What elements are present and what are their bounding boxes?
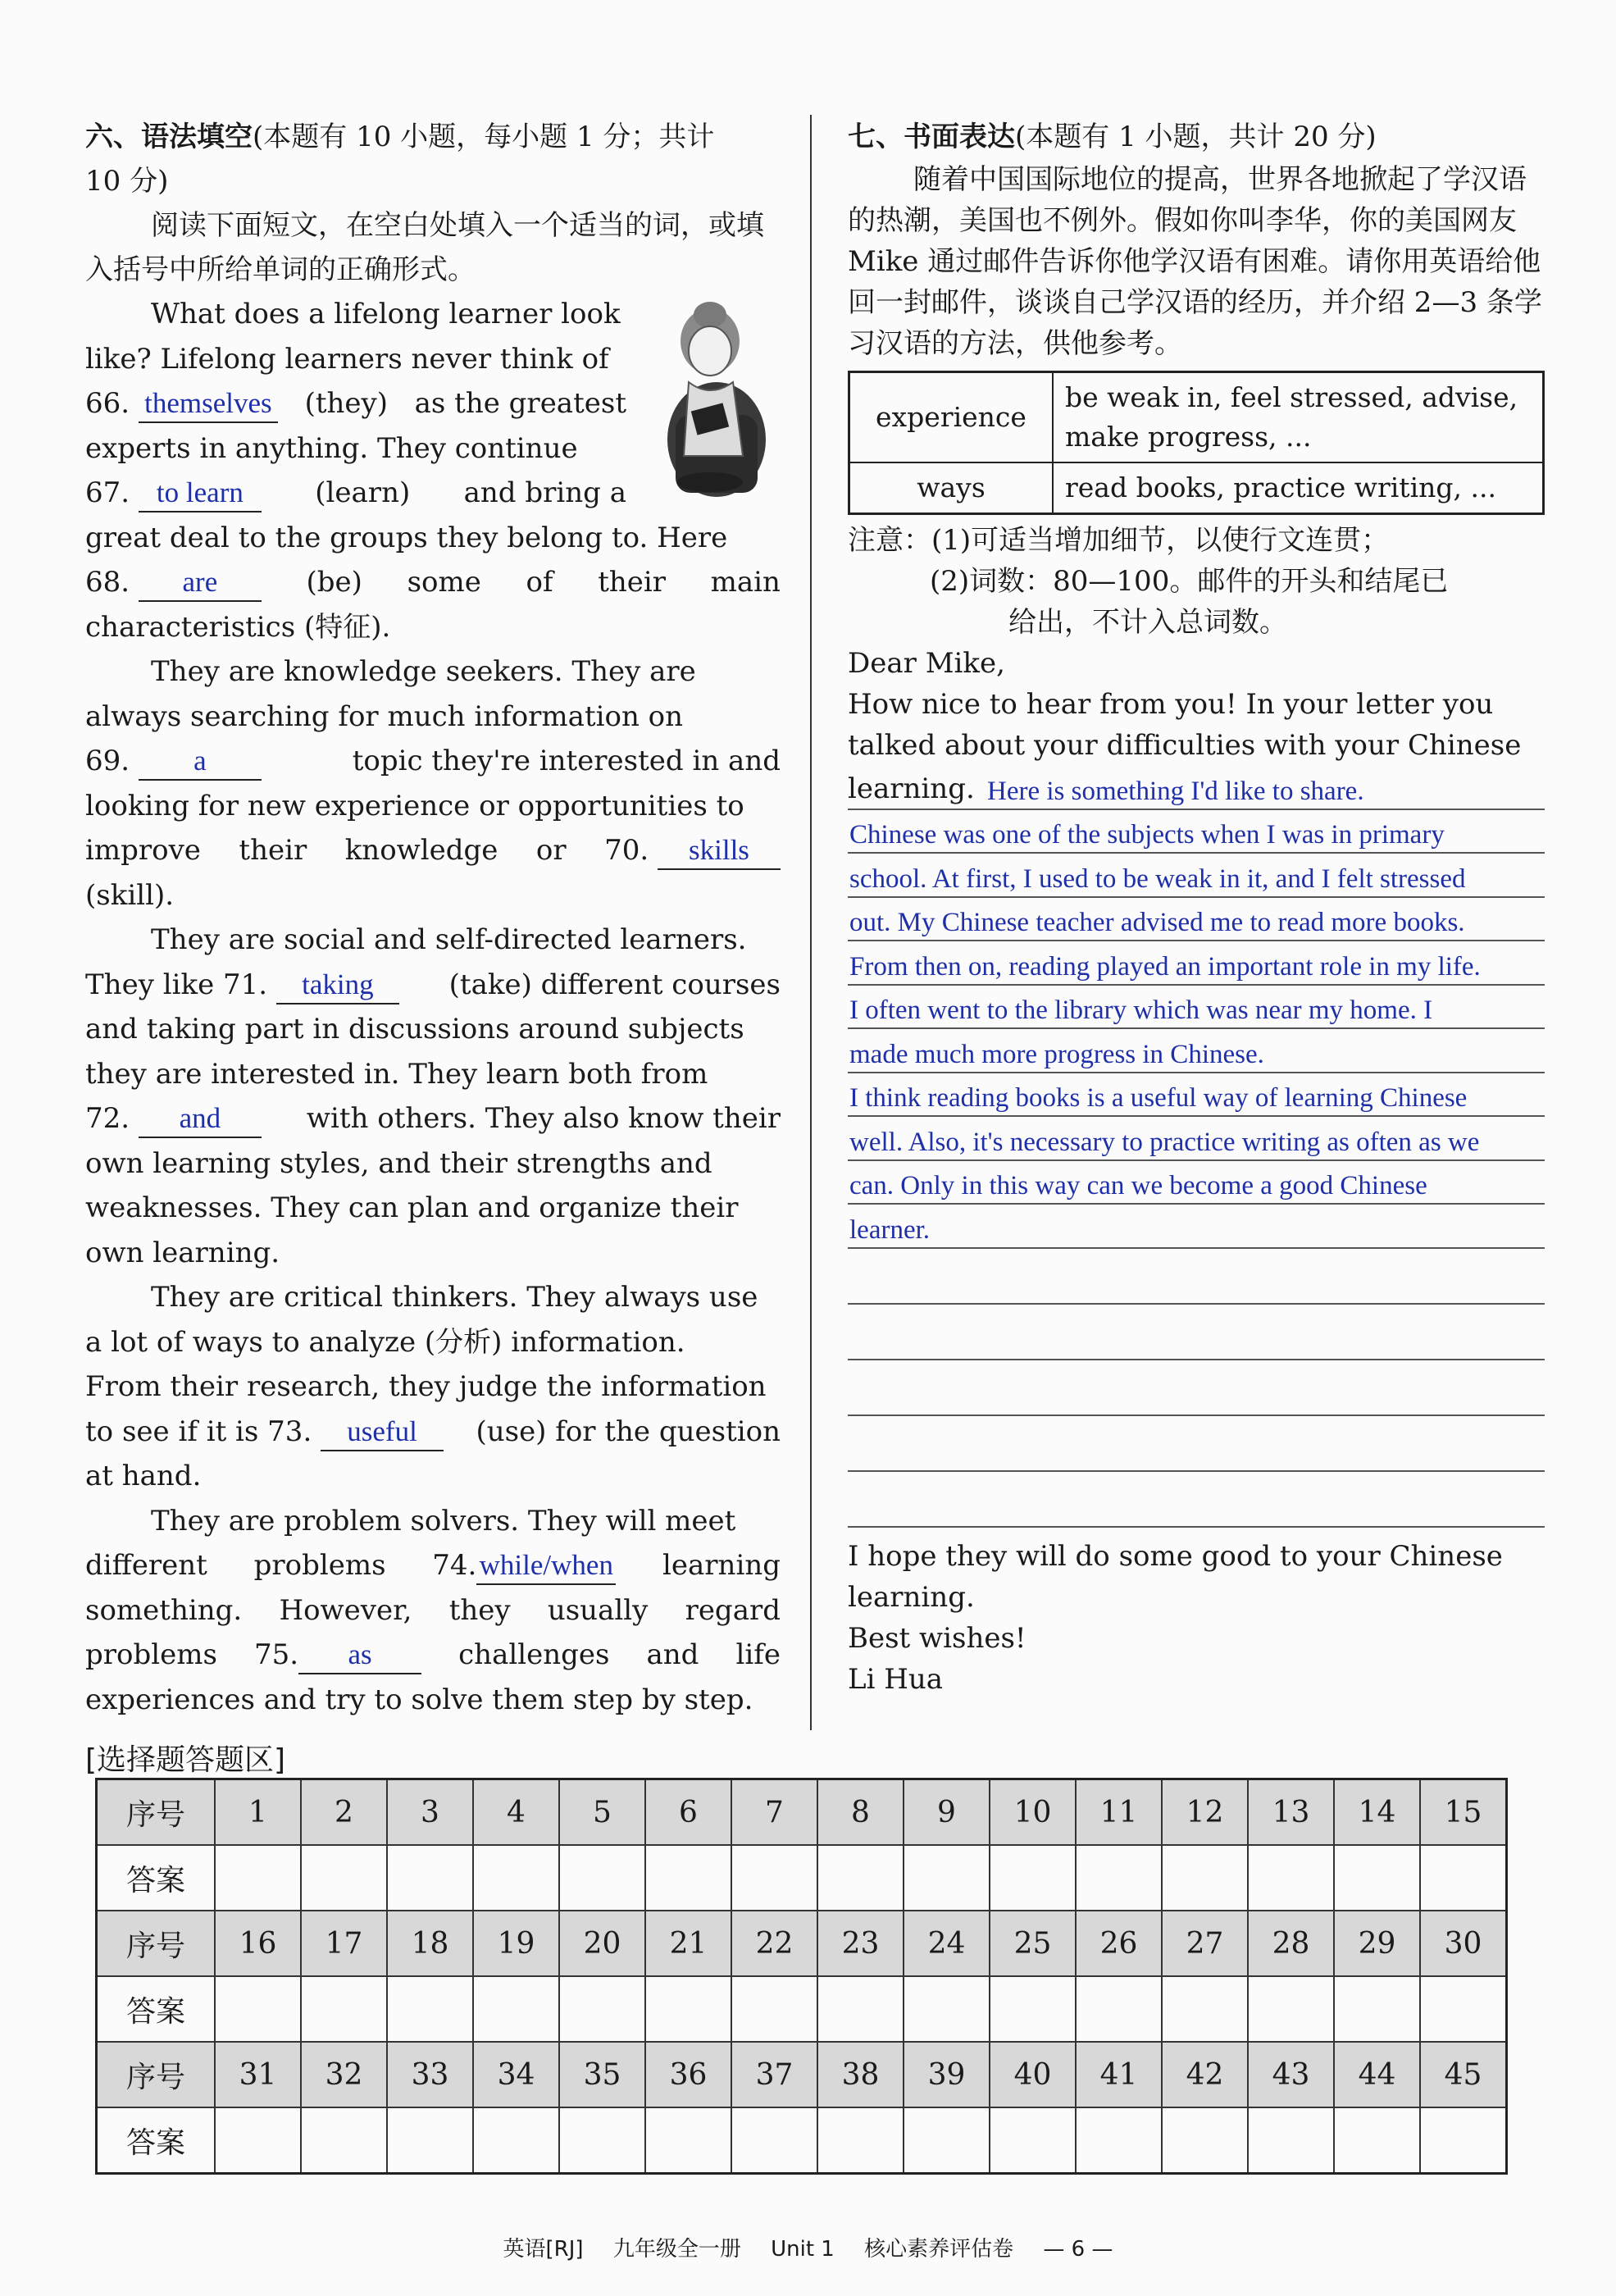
reference-row: [849, 372, 1544, 463]
answer-cell[interactable]: [1334, 2107, 1420, 2174]
grammar-title-main: 六、语法填空: [85, 121, 253, 153]
text: and taking part in discussions around subjects: [85, 1013, 744, 1046]
answer-label: 答案: [97, 2107, 216, 2174]
question-number: 34: [473, 2042, 559, 2107]
question-number: 40: [990, 2042, 1076, 2107]
answer-cell[interactable]: [473, 2107, 559, 2174]
p2-line-6: [85, 873, 781, 918]
question-number: 42: [1162, 2042, 1248, 2107]
question-number: 16: [215, 1911, 301, 1976]
text: and: [646, 1638, 699, 1671]
answer-cell[interactable]: [990, 1976, 1076, 2042]
question-number: 30: [1420, 1911, 1507, 1976]
question-number: 27: [1162, 1911, 1248, 1976]
answer-cell[interactable]: [1076, 1845, 1162, 1911]
p5-line-2: [85, 1543, 781, 1588]
text: experiences and try to solve them step by step.: [85, 1683, 753, 1716]
footer-page-number: — 6 —: [1043, 2237, 1113, 2262]
q66-number: 66.: [85, 387, 130, 420]
answer-cell[interactable]: [473, 1976, 559, 2042]
answer-cell[interactable]: [904, 1845, 990, 1911]
writing-line: [848, 1029, 1545, 1073]
text: However,: [279, 1593, 412, 1627]
text: improve: [85, 834, 201, 867]
text: usually: [547, 1593, 649, 1627]
p1-line-4: [85, 426, 626, 472]
writing-area[interactable]: [848, 766, 1545, 1528]
essay-line: From then on, reading played an important role in my life.: [849, 951, 1481, 982]
question-number: 18: [387, 1911, 473, 1976]
answer-cell[interactable]: [817, 2107, 904, 2174]
q75-answer: as: [348, 1638, 372, 1670]
essay-line: Chinese was one of the subjects when I was in primary: [849, 820, 1445, 850]
text: From their research, they judge the information: [85, 1370, 767, 1403]
question-number: 17: [301, 1911, 387, 1976]
answer-cell[interactable]: [1248, 2107, 1334, 2174]
answer-cell[interactable]: [387, 1976, 473, 2042]
text: own learning.: [85, 1236, 280, 1269]
p3-line-5: [85, 1096, 781, 1141]
answer-area-title: [选择题答题区]: [85, 1743, 286, 1777]
text: at hand.: [85, 1460, 202, 1492]
q75-number: 75.: [254, 1638, 299, 1671]
text: of: [526, 566, 553, 599]
q67-answer: to learn: [156, 476, 244, 508]
question-number: 21: [645, 1911, 731, 1976]
question-number: 41: [1076, 2042, 1162, 2107]
reference-head: experience: [849, 372, 1054, 463]
question-number: 15: [1420, 1779, 1507, 1846]
grammar-instructions: 阅读下面短文，在空白处填入一个适当的词，或填入括号中所给单词的正确形式。: [85, 209, 764, 286]
answer-cell[interactable]: [1334, 1976, 1420, 2042]
number-row: [97, 1911, 1507, 1976]
q74-number: 74.: [432, 1549, 477, 1582]
footer-unit: Unit 1: [771, 2237, 835, 2262]
q68-answer: are: [182, 566, 218, 598]
answer-cell[interactable]: [1420, 2107, 1507, 2174]
text: like? Lifelong learners never think of: [85, 342, 609, 376]
letter-closing-1: I hope they will do some good to your Chinese: [848, 1539, 1503, 1573]
reference-row: [849, 462, 1544, 514]
question-number: 24: [904, 1911, 990, 1976]
reference-head: ways: [849, 462, 1054, 514]
answer-cell[interactable]: [645, 1845, 731, 1911]
answer-label: 答案: [97, 1976, 216, 2042]
question-number: 4: [473, 1779, 559, 1846]
answer-cell[interactable]: [645, 2107, 731, 2174]
answer-cell[interactable]: [215, 1845, 301, 1911]
p2-line-4: [85, 784, 781, 829]
text: different: [85, 1549, 207, 1582]
p2-line-3: [85, 739, 781, 784]
question-number: 12: [1162, 1779, 1248, 1846]
q68-number: 68.: [85, 566, 130, 599]
p1-line-6: [85, 516, 781, 561]
question-number: 23: [817, 1911, 904, 1976]
writing-line: [848, 1305, 1545, 1360]
q67-hint: (learn): [315, 476, 411, 509]
number-label: 序号: [97, 1911, 216, 1976]
essay-line: Here is something I'd like to share.: [987, 776, 1364, 806]
answer-grid: [95, 1778, 1508, 2175]
q71-answer: taking: [302, 968, 374, 1000]
text: as the greatest: [414, 387, 626, 420]
writing-line: [848, 810, 1545, 854]
text: with others. They also know their: [306, 1102, 781, 1135]
answer-cell[interactable]: [1334, 1845, 1420, 1911]
writing-line: [848, 854, 1545, 898]
writing-line: [848, 1416, 1545, 1472]
answer-cell[interactable]: [387, 2107, 473, 2174]
answer-cell[interactable]: [1248, 1976, 1334, 2042]
answer-row: [97, 2107, 1507, 2174]
text: weaknesses. They can plan and organize their: [85, 1191, 739, 1224]
p1-line-5: [85, 471, 626, 516]
text: They are problem solvers. They will meet: [151, 1504, 736, 1538]
q66-hint: (they): [304, 387, 388, 420]
q71-number: They like 71.: [85, 968, 268, 1001]
question-number: 20: [559, 1911, 645, 1976]
text: knowledge: [344, 834, 498, 867]
q73-blank[interactable]: [321, 1415, 444, 1451]
answer-cell[interactable]: [904, 1976, 990, 2042]
answer-cell[interactable]: [904, 2107, 990, 2174]
p3-line-2: [85, 963, 781, 1008]
answer-cell[interactable]: [301, 1976, 387, 2042]
p4-line-3: [85, 1364, 781, 1410]
answer-row: [97, 1845, 1507, 1911]
question-number: 3: [387, 1779, 473, 1846]
writing-note-3: 给出，不计入总词数。: [1008, 606, 1287, 639]
writing-prompt: 随着中国国际地位的提高，世界各地掀起了学汉语的热潮，美国也不例外。假如你叫李华，你的美国网友 Mike 通过邮件告诉你他学汉语有困难。请你用英语给他回一封邮件，谈谈自己学汉语的经历，并介绍 2—3 条学习汉语的方法，供他参考。: [848, 163, 1542, 360]
footer-grade: 九年级全一册: [612, 2237, 741, 2262]
answer-cell[interactable]: [301, 2107, 387, 2174]
answer-cell[interactable]: [1420, 1976, 1507, 2042]
question-number: 33: [387, 2042, 473, 2107]
grammar-title-points: 10 分): [85, 165, 169, 198]
q67-blank[interactable]: [139, 476, 262, 512]
number-label: 序号: [97, 2042, 216, 2107]
p5-line-5: [85, 1678, 781, 1723]
essay-line: I often went to the library which was near my home. I: [849, 995, 1433, 1025]
text: experts in anything. They continue: [85, 431, 578, 465]
writing-title: [848, 115, 1545, 159]
q74-answer: while/when: [479, 1549, 613, 1581]
question-number: 19: [473, 1911, 559, 1976]
text: main: [710, 566, 781, 599]
q69-answer: a: [193, 745, 207, 777]
question-number: 38: [817, 2042, 904, 2107]
grammar-title: [85, 115, 781, 203]
answer-cell[interactable]: [1076, 2107, 1162, 2174]
question-number: 22: [731, 1911, 817, 1976]
writing-line: [848, 898, 1545, 942]
question-number: 8: [817, 1779, 904, 1846]
question-number: 35: [559, 2042, 645, 2107]
question-number: 32: [301, 2042, 387, 2107]
p3-line-4: [85, 1052, 781, 1097]
q72-answer: and: [179, 1102, 221, 1134]
column-divider: [810, 115, 812, 1730]
p1-line-7: [85, 560, 781, 605]
question-number: 44: [1334, 2042, 1420, 2107]
text: They are social and self-directed learners.: [151, 923, 747, 956]
answer-cell[interactable]: [387, 1845, 473, 1911]
p3-line-3: [85, 1007, 781, 1052]
reference-body: be weak in, feel stressed, advise, make progress, ...: [1053, 372, 1544, 463]
answer-cell[interactable]: [1162, 2107, 1248, 2174]
q73-number: to see if it is 73.: [85, 1414, 312, 1448]
q70-answer: skills: [689, 834, 749, 866]
q68-blank[interactable]: [139, 566, 262, 602]
question-number: 1: [215, 1779, 301, 1846]
writing-line: [848, 766, 1545, 810]
footer-subject: 英语[RJ]: [503, 2237, 584, 2262]
text: or: [535, 834, 567, 867]
letter-opening-1: How nice to hear from you! In your letter you: [848, 688, 1494, 721]
question-number: 2: [301, 1779, 387, 1846]
text: a lot of ways to analyze (分析) information.: [85, 1325, 685, 1359]
p1-line-3: [85, 381, 626, 426]
question-number: 36: [645, 2042, 731, 2107]
text: some: [407, 566, 481, 599]
essay-line: out. My Chinese teacher advised me to read more books.: [849, 908, 1465, 937]
q69-number: 69.: [85, 745, 130, 777]
q73-answer: useful: [347, 1414, 417, 1447]
text: learning: [662, 1549, 781, 1582]
q66-answer: themselves: [144, 387, 272, 419]
writing-line: [848, 986, 1545, 1030]
question-number: 10: [990, 1779, 1076, 1846]
text: problems: [85, 1638, 217, 1671]
answer-cell[interactable]: [301, 1845, 387, 1911]
letter-closing-2: learning.: [848, 1580, 975, 1614]
writing-note-2: (2)词数：80—100。邮件的开头和结尾已: [930, 565, 1449, 598]
writing-line: [848, 1161, 1545, 1205]
writing-title-main: 七、书面表达: [848, 121, 1015, 153]
p2-line-1: [85, 649, 781, 695]
answer-cell[interactable]: [215, 1976, 301, 2042]
p1-line-8: [85, 605, 781, 650]
grammar-passage: [85, 292, 781, 1722]
answer-cell[interactable]: [1162, 1845, 1248, 1911]
question-number: 45: [1420, 2042, 1507, 2107]
writing-line: [848, 1073, 1545, 1118]
text: (use) for the question: [476, 1414, 781, 1448]
letter-closing-3: Best wishes!: [848, 1621, 1027, 1655]
text: great deal to the groups they belong to. Here: [85, 521, 728, 554]
q74-blank[interactable]: [476, 1549, 616, 1585]
answer-cell[interactable]: [1076, 1976, 1162, 2042]
text: (take) different courses: [448, 968, 781, 1001]
q72-number: 72.: [85, 1102, 130, 1135]
letter-opening-3: learning.: [848, 772, 975, 805]
answer-cell[interactable]: [559, 1976, 645, 2042]
p5-line-3: [85, 1588, 781, 1633]
p5-line-4: [85, 1633, 781, 1678]
question-number: 11: [1076, 1779, 1162, 1846]
p2-line-2: [85, 695, 781, 740]
number-label: 序号: [97, 1779, 216, 1846]
writing-note-1: 注意：(1)可适当增加细节，以使行文连贯；: [848, 524, 1390, 557]
text: own learning styles, and their strengths and: [85, 1146, 712, 1180]
question-number: 43: [1248, 2042, 1334, 2107]
question-number: 39: [904, 2042, 990, 2107]
p4-line-1: [85, 1275, 781, 1320]
text: characteristics (特征).: [85, 610, 391, 644]
text: problems: [253, 1549, 386, 1582]
answer-cell[interactable]: [731, 1976, 817, 2042]
q72-blank[interactable]: [139, 1102, 262, 1138]
writing-line: [848, 1117, 1545, 1161]
essay-line: made much more progress in Chinese.: [849, 1039, 1264, 1069]
writing-line: [848, 1205, 1545, 1249]
question-number: 28: [1248, 1911, 1334, 1976]
question-number: 5: [559, 1779, 645, 1846]
question-number: 14: [1334, 1779, 1420, 1846]
text: challenges: [458, 1638, 610, 1671]
essay-line: can. Only in this way can we become a good Chinese: [849, 1171, 1427, 1200]
p1-line-2: [85, 337, 626, 382]
reference-table: [848, 371, 1545, 515]
number-row: [97, 1779, 1507, 1846]
answer-cell[interactable]: [1162, 1976, 1248, 2042]
answer-row: [97, 1976, 1507, 2042]
question-number: 31: [215, 2042, 301, 2107]
essay-line: well. Also, it's necessary to practice writing as often as we: [849, 1127, 1480, 1157]
writing-line: [848, 941, 1545, 986]
answer-cell[interactable]: [559, 2107, 645, 2174]
p1-line-1: [85, 292, 692, 337]
text: What does a lifelong learner look: [151, 298, 621, 330]
p2-line-5: [85, 828, 781, 873]
question-number: 37: [731, 2042, 817, 2107]
writing-line: [848, 1360, 1545, 1416]
q67-number: 67.: [85, 476, 130, 509]
p3-line-8: [85, 1231, 781, 1276]
answer-cell[interactable]: [817, 1976, 904, 2042]
answer-cell[interactable]: [1248, 1845, 1334, 1911]
page-footer: [0, 2232, 1616, 2262]
answer-cell[interactable]: [473, 1845, 559, 1911]
text: and bring a: [463, 476, 626, 509]
answer-cell[interactable]: [559, 1845, 645, 1911]
footer-series: 核心素养评估卷: [864, 2237, 1014, 2262]
p5-line-1: [85, 1499, 781, 1544]
q70-number: 70.: [604, 834, 649, 867]
answer-cell[interactable]: [645, 1976, 731, 2042]
question-number: 6: [645, 1779, 731, 1846]
q68-hint: (be): [306, 566, 362, 599]
text: life: [735, 1638, 781, 1671]
essay-line: I think reading books is a useful way of learning Chinese: [849, 1083, 1468, 1113]
q71-blank[interactable]: [276, 968, 399, 1004]
answer-cell[interactable]: [731, 1845, 817, 1911]
text: They are critical thinkers. They always use: [151, 1281, 758, 1314]
text: regard: [685, 1593, 781, 1627]
question-number: 7: [731, 1779, 817, 1846]
writing-line: [848, 1249, 1545, 1305]
question-number: 9: [904, 1779, 990, 1846]
q70-blank[interactable]: [658, 834, 781, 870]
grammar-title-note: (本题有 10 小题，每小题 1 分；共计: [253, 121, 715, 153]
letter-greeting: Dear Mike,: [848, 647, 1005, 680]
p3-line-6: [85, 1141, 781, 1187]
text: always searching for much information on: [85, 699, 684, 733]
letter-opening-2: talked about your difficulties with your Chinese: [848, 729, 1522, 762]
p4-line-4: [85, 1410, 781, 1455]
question-number: 26: [1076, 1911, 1162, 1976]
text: they: [448, 1593, 511, 1627]
letter-signature: Li Hua: [848, 1662, 944, 1696]
text: topic they're interested in and: [352, 745, 781, 777]
grammar-section: [85, 115, 781, 1722]
text: They are knowledge seekers. They are: [151, 655, 696, 688]
reference-body: read books, practice writing, ...: [1053, 462, 1544, 514]
writing-title-note: (本题有 1 小题，共计 20 分): [1015, 121, 1377, 153]
question-number: 25: [990, 1911, 1076, 1976]
text: looking for new experience or opportunities to: [85, 789, 744, 822]
p3-line-1: [85, 918, 781, 963]
writing-section: [848, 115, 1545, 1700]
answer-cell[interactable]: [731, 2107, 817, 2174]
question-number: 29: [1334, 1911, 1420, 1976]
text: their: [239, 834, 307, 867]
answer-cell[interactable]: [990, 2107, 1076, 2174]
q70-hint: (skill).: [85, 878, 175, 912]
reading-woman-illustration: [651, 292, 774, 505]
answer-label: 答案: [97, 1845, 216, 1911]
essay-line: school. At first, I used to be weak in it, and I felt stressed: [849, 863, 1466, 894]
q75-blank[interactable]: [298, 1638, 421, 1674]
number-row: [97, 2042, 1507, 2107]
text: something.: [85, 1593, 243, 1627]
text: they are interested in. They learn both from: [85, 1057, 708, 1091]
answer-cell[interactable]: [990, 1845, 1076, 1911]
answer-cell[interactable]: [817, 1845, 904, 1911]
essay-line: learner.: [849, 1214, 931, 1245]
question-number: 13: [1248, 1779, 1334, 1846]
p4-line-5: [85, 1454, 781, 1499]
p4-line-2: [85, 1320, 781, 1365]
answer-cell[interactable]: [215, 2107, 301, 2174]
writing-line: [848, 1472, 1545, 1528]
q66-blank[interactable]: [139, 387, 278, 423]
answer-cell[interactable]: [1420, 1845, 1507, 1911]
text: their: [598, 566, 667, 599]
p3-line-7: [85, 1186, 781, 1231]
q69-blank[interactable]: [139, 745, 262, 781]
